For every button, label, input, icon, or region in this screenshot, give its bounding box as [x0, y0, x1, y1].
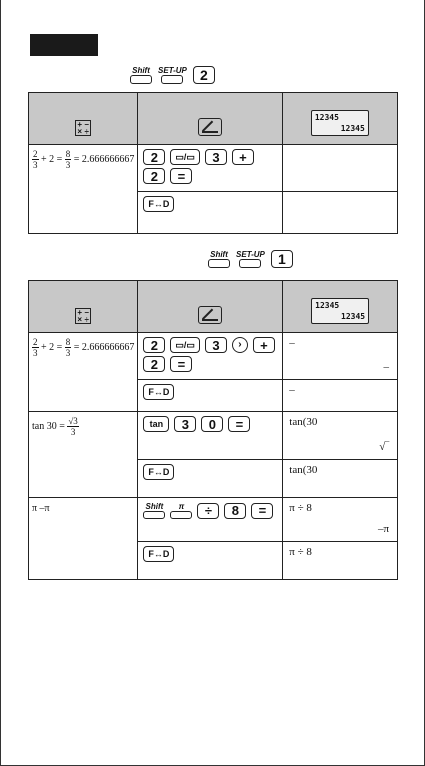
key-sequence-cell: Shift π ÷ 8 =	[138, 498, 283, 542]
header-math	[29, 93, 138, 145]
digit-key: 2	[193, 66, 215, 84]
shift-key: Shift	[143, 502, 165, 519]
math-operator-icon: + – × ÷	[75, 120, 91, 136]
setup-key: SET-UP	[236, 250, 265, 268]
result-cell: π ÷ 8	[283, 542, 398, 580]
example-table-2	[28, 280, 398, 580]
expression-cell: tan 30 = $\frac{√3}{3}$	[29, 412, 138, 498]
key-sequence-cell: F↔D	[138, 542, 283, 580]
pi-key: π	[170, 502, 192, 519]
header-math	[29, 281, 138, 333]
result-cell	[282, 145, 397, 192]
key-sequence-cell: F↔D	[138, 192, 282, 234]
key-sequence-cell: 2 ▭/▭ 3 + 2 =	[138, 145, 282, 192]
key-sequence-cell: tan 3 0 =	[138, 412, 283, 460]
lcd-display-icon: 12345 12345	[311, 298, 369, 324]
result-cell: –	[283, 380, 398, 412]
key-operation-icon	[198, 306, 222, 324]
header-keys	[138, 281, 283, 333]
math-operator-icon: + – × ÷	[75, 308, 91, 324]
key-sequence-cell: F↔D	[138, 380, 283, 412]
result-cell: tan(30	[283, 460, 398, 498]
header-keys	[138, 93, 282, 145]
header-display	[282, 93, 397, 145]
result-cell: π ÷ 8 –π	[283, 498, 398, 542]
expression-cell: π –π	[29, 498, 138, 580]
setup-key-sequence-2	[208, 250, 293, 268]
header-display	[283, 281, 398, 333]
result-cell: – –	[283, 333, 398, 380]
expression-cell: $\frac{2}{3}$ + 2 = $\frac{8}{3}$ = 2.666666667	[29, 333, 138, 412]
result-cell: tan(30 √‾	[283, 412, 398, 460]
section-tag	[30, 34, 98, 56]
digit-key: 1	[271, 250, 293, 268]
setup-key-sequence-1	[130, 66, 215, 84]
lcd-display-icon: 12345 12345	[311, 110, 369, 136]
result-cell	[282, 192, 397, 234]
key-sequence-cell: 2 ▭/▭ 3 › + 2 =	[138, 333, 283, 380]
expression-cell: $\frac{2}{3}$ + 2 = $\frac{8}{3}$ = 2.666666667	[29, 145, 138, 234]
setup-key: SET-UP	[158, 66, 187, 84]
shift-key: Shift	[208, 250, 230, 268]
key-operation-icon	[198, 118, 222, 136]
key-sequence-cell: F↔D	[138, 460, 283, 498]
example-table-1	[28, 92, 398, 234]
shift-key: Shift	[130, 66, 152, 84]
